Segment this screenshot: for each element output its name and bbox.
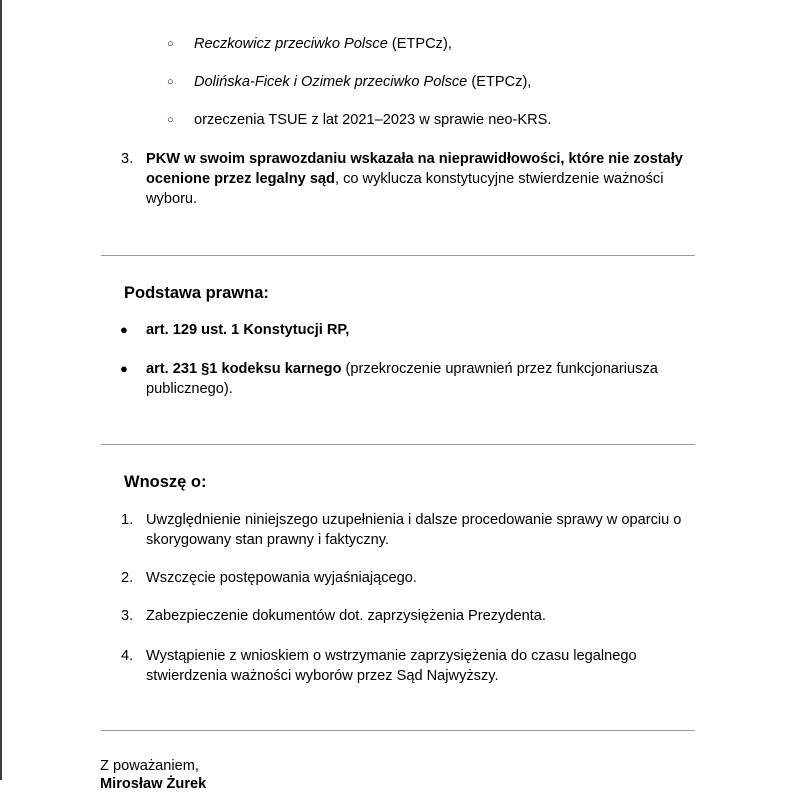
case-item-2: Dolińska-Ficek i Ozimek przeciwko Polsce (ETPCz), bbox=[194, 74, 532, 90]
request-item-4: Wystąpienie z wnioskiem o wstrzymanie zaprzysiężenia do czasu legalnego stwierdzenia ważności wyborów przez Sąd Najwyższy. bbox=[146, 648, 637, 684]
requests-heading: Wnoszę o: bbox=[124, 473, 207, 491]
case-item-3: orzeczenia TSUE z lat 2021–2023 w sprawie neo-KRS. bbox=[194, 112, 552, 128]
request-item-1: Uwzględnienie niniejszego uzupełnienia i dalsze procedowanie sprawy w oparciu o skorygowany stan prawny i faktyczny. bbox=[146, 512, 682, 548]
list-number: 3. bbox=[121, 151, 134, 167]
point-3-text: PKW w swoim sprawozdaniu wskazała na nieprawidłowości, które nie zostały ocenione przez legalny sąd, co wyklucza konstytucyjne stwierdzenie ważności wyboru. bbox=[146, 151, 683, 207]
list-number: 1. bbox=[121, 512, 134, 528]
section-divider bbox=[101, 444, 695, 445]
sub-bullet-icon: ○ bbox=[167, 114, 174, 126]
sub-bullet-icon: ○ bbox=[167, 38, 174, 50]
legal-basis-item-2: art. 231 §1 kodeksu karnego (przekroczenie uprawnień przez funkcjonariusza publicznego). bbox=[146, 361, 658, 397]
closing-greeting: Z poważaniem, bbox=[100, 758, 199, 774]
bullet-icon: ● bbox=[120, 322, 128, 337]
section-divider bbox=[101, 255, 695, 256]
page-left-border bbox=[0, 0, 2, 780]
sub-bullet-icon: ○ bbox=[167, 76, 174, 88]
request-item-2: Wszczęcie postępowania wyjaśniającego. bbox=[146, 570, 417, 586]
signature: Mirosław Żurek bbox=[100, 776, 207, 792]
request-item-3: Zabezpieczenie dokumentów dot. zaprzysiężenia Prezydenta. bbox=[146, 608, 546, 624]
case-item-1: Reczkowicz przeciwko Polsce (ETPCz), bbox=[194, 36, 452, 52]
list-number: 2. bbox=[121, 570, 134, 586]
list-number: 4. bbox=[121, 648, 134, 664]
list-number: 3. bbox=[121, 608, 134, 624]
bullet-icon: ● bbox=[120, 361, 128, 376]
legal-basis-heading: Podstawa prawna: bbox=[124, 284, 269, 302]
section-divider bbox=[101, 730, 695, 731]
legal-basis-item-1: art. 129 ust. 1 Konstytucji RP, bbox=[146, 322, 350, 338]
